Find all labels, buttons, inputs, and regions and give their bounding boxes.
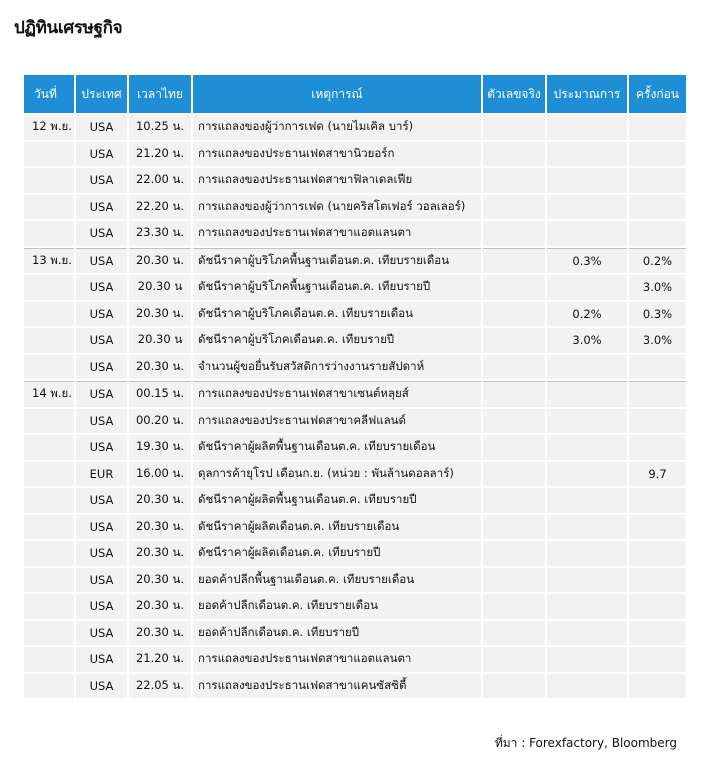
header-date: วันที่ (24, 75, 74, 113)
cell-date (24, 302, 74, 327)
cell-previous (629, 621, 686, 646)
cell-actual (483, 568, 545, 593)
cell-forecast: 0.2% (547, 302, 627, 327)
cell-time: 20.30 น. (129, 568, 191, 593)
cell-previous (629, 674, 686, 699)
cell-country: USA (76, 248, 127, 274)
cell-date: 13 พ.ย. (24, 248, 74, 274)
cell-forecast (547, 168, 627, 193)
table-row (24, 621, 686, 646)
cell-country: USA (76, 515, 127, 540)
header-previous: ครั้งก่อน (629, 75, 686, 113)
cell-forecast (547, 355, 627, 380)
cell-time: 20.30 น. (129, 594, 191, 619)
table-row (24, 195, 686, 220)
cell-actual (483, 541, 545, 566)
cell-country: USA (76, 435, 127, 460)
cell-forecast (547, 195, 627, 220)
cell-date (24, 275, 74, 300)
source-note: ที่มา : Forexfactory, Bloomberg (494, 736, 677, 750)
economic-calendar-table (22, 73, 688, 700)
cell-event: การแถลงของประธานเฟดสาขาแคนซัสซิตี้ (193, 674, 481, 699)
cell-time: 19.30 น. (129, 435, 191, 460)
cell-event: การแถลงของประธานเฟดสาขาแอตแลนตา (193, 221, 481, 246)
cell-event: ดัชนีราคาผู้บริโภคพื้นฐานเดือนต.ค. เทียบรายเดือน (193, 248, 481, 274)
table-row (24, 515, 686, 540)
cell-country: USA (76, 541, 127, 566)
cell-previous (629, 142, 686, 167)
cell-previous (629, 435, 686, 460)
cell-previous (629, 541, 686, 566)
cell-forecast (547, 674, 627, 699)
cell-event: การแถลงของประธานเฟดสาขาเซนต์หลุยส์ (193, 381, 481, 407)
cell-date (24, 409, 74, 434)
cell-time: 23.30 น. (129, 221, 191, 246)
cell-time: 20.30 น. (129, 621, 191, 646)
cell-event: ดัชนีราคาผู้บริโภคเดือนต.ค. เทียบรายปี (193, 328, 481, 353)
cell-event: จำนวนผู้ขอยื่นรับสวัสดิการว่างงานรายสัปดาห์ (193, 355, 481, 380)
cell-time: 20.30 น (129, 328, 191, 353)
cell-actual (483, 462, 545, 487)
cell-forecast (547, 221, 627, 246)
cell-date (24, 488, 74, 513)
header-event: เหตุการณ์ (193, 75, 481, 113)
cell-actual (483, 328, 545, 353)
cell-date (24, 435, 74, 460)
cell-country: USA (76, 195, 127, 220)
cell-date: 12 พ.ย. (24, 115, 74, 140)
header-forecast: ประมาณการ (547, 75, 627, 113)
cell-previous (629, 488, 686, 513)
table-row (24, 302, 686, 327)
table-row (24, 462, 686, 487)
cell-date (24, 674, 74, 699)
cell-actual (483, 621, 545, 646)
header-actual: ตัวเลขจริง (483, 75, 545, 113)
cell-country: USA (76, 381, 127, 407)
cell-date (24, 142, 74, 167)
cell-date (24, 541, 74, 566)
cell-country: USA (76, 328, 127, 353)
cell-event: ยอดค้าปลีกเดือนต.ค. เทียบรายปี (193, 621, 481, 646)
cell-country: USA (76, 674, 127, 699)
cell-country: USA (76, 594, 127, 619)
cell-date (24, 168, 74, 193)
cell-event: ดัชนีราคาผู้บริโภคเดือนต.ค. เทียบรายเดือน (193, 302, 481, 327)
table-body (24, 115, 686, 698)
cell-country: USA (76, 621, 127, 646)
table-row (24, 594, 686, 619)
cell-event: ยอดค้าปลีกเดือนต.ค. เทียบรายเดือน (193, 594, 481, 619)
cell-previous (629, 168, 686, 193)
cell-actual (483, 221, 545, 246)
cell-actual (483, 435, 545, 460)
cell-date: 14 พ.ย. (24, 381, 74, 407)
table-row (24, 115, 686, 140)
cell-forecast (547, 462, 627, 487)
page-title: ปฏิทินเศรษฐกิจ (14, 18, 123, 38)
cell-actual (483, 275, 545, 300)
table-row (24, 168, 686, 193)
cell-country: USA (76, 302, 127, 327)
cell-country: USA (76, 488, 127, 513)
cell-forecast (547, 647, 627, 672)
header-country: ประเทศ (76, 75, 127, 113)
table-row (24, 674, 686, 699)
cell-forecast (547, 621, 627, 646)
cell-actual (483, 674, 545, 699)
cell-previous: 3.0% (629, 328, 686, 353)
cell-actual (483, 381, 545, 407)
cell-date (24, 462, 74, 487)
cell-date (24, 647, 74, 672)
cell-previous: 3.0% (629, 275, 686, 300)
cell-event: การแถลงของประธานเฟดสาขาคลีฟแลนด์ (193, 409, 481, 434)
cell-event: ดัชนีราคาผู้ผลิตพื้นฐานเดือนต.ค. เทียบรายปี (193, 488, 481, 513)
cell-event: ดัชนีราคาผู้บริโภคพื้นฐานเดือนต.ค. เทียบรายปี (193, 275, 481, 300)
cell-actual (483, 355, 545, 380)
cell-forecast (547, 409, 627, 434)
cell-time: 20.30 น. (129, 302, 191, 327)
cell-forecast (547, 142, 627, 167)
table-row (24, 488, 686, 513)
cell-previous: 9.7 (629, 462, 686, 487)
cell-time: 20.30 น. (129, 541, 191, 566)
cell-date (24, 195, 74, 220)
cell-forecast (547, 275, 627, 300)
cell-previous: 0.3% (629, 302, 686, 327)
cell-previous: 0.2% (629, 248, 686, 274)
header-time: เวลาไทย (129, 75, 191, 113)
cell-previous (629, 594, 686, 619)
cell-country: USA (76, 355, 127, 380)
cell-time: 20.30 น. (129, 515, 191, 540)
cell-actual (483, 515, 545, 540)
table-row (24, 248, 686, 274)
cell-previous (629, 409, 686, 434)
cell-actual (483, 488, 545, 513)
cell-forecast: 3.0% (547, 328, 627, 353)
cell-time: 20.30 น (129, 275, 191, 300)
cell-event: ดัชนีราคาผู้ผลิตเดือนต.ค. เทียบรายปี (193, 541, 481, 566)
cell-actual (483, 409, 545, 434)
cell-date (24, 568, 74, 593)
cell-country: USA (76, 221, 127, 246)
cell-country: USA (76, 568, 127, 593)
cell-date (24, 621, 74, 646)
table-row (24, 355, 686, 380)
cell-previous (629, 195, 686, 220)
cell-time: 20.30 น. (129, 248, 191, 274)
cell-previous (629, 355, 686, 380)
table-row (24, 221, 686, 246)
cell-previous (629, 221, 686, 246)
cell-time: 10.25 น. (129, 115, 191, 140)
cell-forecast (547, 515, 627, 540)
cell-actual (483, 647, 545, 672)
cell-country: USA (76, 168, 127, 193)
cell-event: ดัชนีราคาผู้ผลิตพื้นฐานเดือนต.ค. เทียบรายเดือน (193, 435, 481, 460)
cell-actual (483, 142, 545, 167)
cell-time: 20.30 น. (129, 355, 191, 380)
table-row (24, 435, 686, 460)
cell-country: USA (76, 647, 127, 672)
cell-time: 00.15 น. (129, 381, 191, 407)
cell-forecast: 0.3% (547, 248, 627, 274)
table-row (24, 275, 686, 300)
cell-date (24, 221, 74, 246)
cell-actual (483, 248, 545, 274)
cell-actual (483, 115, 545, 140)
cell-forecast (547, 541, 627, 566)
cell-country: USA (76, 115, 127, 140)
cell-event: ดุลการค้ายุโรป เดือนก.ย. (หน่วย : พันล้านดอลลาร์) (193, 462, 481, 487)
cell-forecast (547, 435, 627, 460)
cell-country: USA (76, 275, 127, 300)
cell-time: 21.20 น. (129, 647, 191, 672)
table-header-row (24, 75, 686, 113)
cell-actual (483, 168, 545, 193)
cell-previous (629, 381, 686, 407)
cell-event: การแถลงของประธานเฟดสาขานิวยอร์ก (193, 142, 481, 167)
cell-forecast (547, 594, 627, 619)
cell-forecast (547, 488, 627, 513)
cell-time: 00.20 น. (129, 409, 191, 434)
cell-country: USA (76, 142, 127, 167)
cell-forecast (547, 381, 627, 407)
cell-date (24, 328, 74, 353)
table-row (24, 647, 686, 672)
table-row (24, 142, 686, 167)
cell-date (24, 515, 74, 540)
cell-actual (483, 302, 545, 327)
cell-time: 22.05 น. (129, 674, 191, 699)
cell-event: การแถลงของประธานเฟดสาขาฟิลาเดลเฟีย (193, 168, 481, 193)
table-row (24, 568, 686, 593)
cell-event: การแถลงของประธานเฟดสาขาแอตแลนตา (193, 647, 481, 672)
cell-previous (629, 647, 686, 672)
cell-previous (629, 515, 686, 540)
table-row (24, 328, 686, 353)
table-row (24, 381, 686, 407)
cell-time: 16.00 น. (129, 462, 191, 487)
cell-time: 21.20 น. (129, 142, 191, 167)
cell-actual (483, 594, 545, 619)
table-row (24, 409, 686, 434)
cell-previous (629, 568, 686, 593)
cell-forecast (547, 568, 627, 593)
cell-previous (629, 115, 686, 140)
cell-country: EUR (76, 462, 127, 487)
cell-date (24, 594, 74, 619)
cell-country: USA (76, 409, 127, 434)
table-row (24, 541, 686, 566)
cell-time: 22.00 น. (129, 168, 191, 193)
cell-date (24, 355, 74, 380)
cell-forecast (547, 115, 627, 140)
cell-event: การแถลงของผู้ว่าการเฟด (นายไมเคิล บาร์) (193, 115, 481, 140)
cell-event: ยอดค้าปลีกพื้นฐานเดือนต.ค. เทียบรายเดือน (193, 568, 481, 593)
cell-event: การแถลงของผู้ว่าการเฟด (นายคริสโตเฟอร์ วอลเลอร์) (193, 195, 481, 220)
cell-time: 22.20 น. (129, 195, 191, 220)
cell-event: ดัชนีราคาผู้ผลิตเดือนต.ค. เทียบรายเดือน (193, 515, 481, 540)
cell-actual (483, 195, 545, 220)
cell-time: 20.30 น. (129, 488, 191, 513)
